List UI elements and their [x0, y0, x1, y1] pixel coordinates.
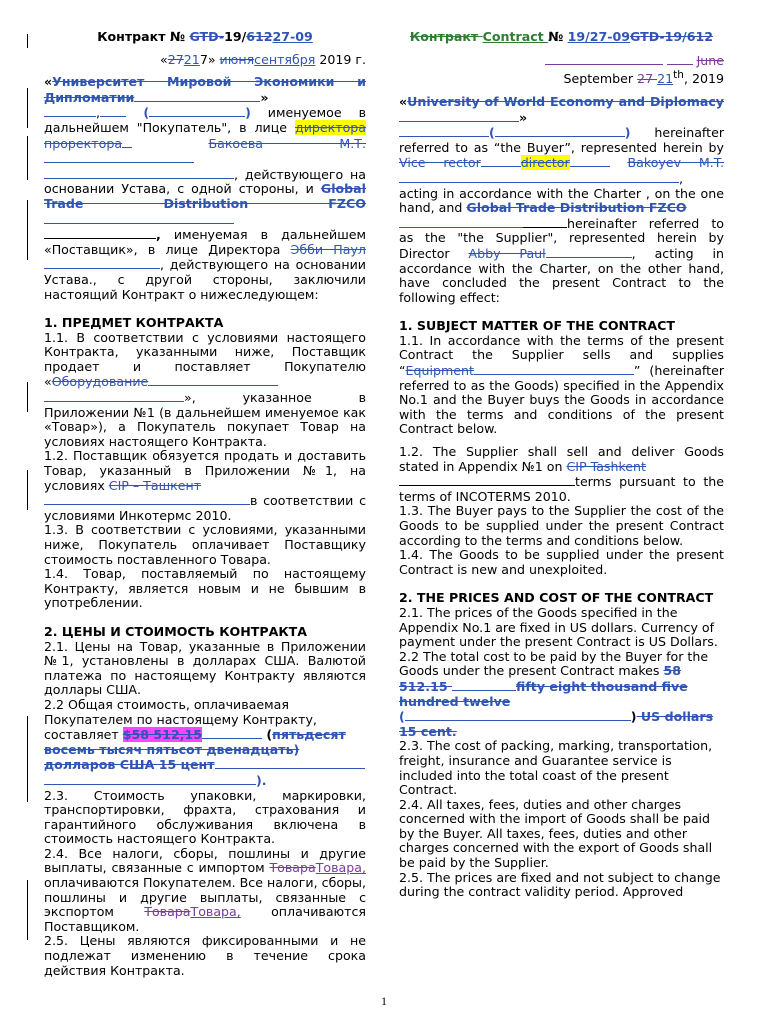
clause-1-3-en: 1.3. The Buyer pays to the Supplier the cost of the Goods to be supplied under the present Contract according to the terms and conditions below. — [399, 503, 724, 548]
clause-2-1-en: 2.1. The prices of the Goods specified in the Appendix No.1 are fixed in US dollars. Currency of payment under the present Contract is US Dollars. — [399, 604, 718, 650]
section-2-title-ru: 2. ЦЕНЫ И СТОИМОСТЬ КОНТРАКТА — [44, 623, 307, 639]
clause-2-4-en: 2.4. All taxes, fees, duties and other charges concerned with the import of Goods shall be paid by the Buyer. All taxes, fees, duties and other charges concerned with the export of Goods shall be paid by the Supplier. — [399, 796, 713, 871]
change-bar — [27, 200, 28, 260]
clause-1-4-en: 1.4. The Goods to be supplied under the present Contract is new and unexploited. — [399, 547, 724, 577]
parties-intro-en: «University of World Economy and Diplomacy» ( ) hereinafter referred to as “the Buyer”, represented herein by Vice rector director Bakoyev M.T., acting in accordance with the Charter , on the one hand, and Global Trade Distribution FZCO hereinafter referred to as the "the Supplier", represented herein by Director Abby Paul , acting in accordance with the Charter, on the other hand, have concluded the present Contract to the following effect: — [399, 93, 724, 305]
section-2-title-en: 2. THE PRICES AND COST OF THE CONTRACT — [399, 590, 714, 606]
clause-2-3-en: 2.3. The cost of packing, marking, transportation, freight, insurance and Guarantee service is included into the total coast of the present Contract. — [399, 738, 713, 798]
clause-1-1-en: 1.1. In accordance with the terms of the present Contract the Supplier sells and supplies “Equipment ” (hereinafter referred to as the Goods) specified in the Appendix No.1 and the Buyer buys the Goods in accordance with the terms and conditions of the present Contract below. — [399, 332, 724, 437]
clause-2-1-ru: 2.1. Цены на Товар, указанные в Приложении №1, установлены в долларах США. Валютой платежа по настоящему Контракту являются доллары США. — [44, 638, 366, 698]
change-bar — [27, 136, 28, 180]
contract-title-en: Контракт Contract № 19/27-09GTD-19/612 — [409, 29, 714, 44]
clause-1-2-ru: 1.2. Поставщик обязуется продать и доставить Товар, указанный в Приложении №1, на условиях CIP – Ташкент в соответствии с условиями Инкотермс 2010. — [44, 448, 366, 523]
contract-date-en: June September 27 21th, 2019 — [399, 53, 724, 87]
english-column — [399, 30, 724, 900]
clause-2-5-en: 2.5. The prices are fixed and not subject to change during the contract validity period. Approved — [399, 869, 721, 900]
change-bar — [27, 88, 28, 128]
clause-1-2-en: 1.2. The Supplier shall sell and deliver Goods stated in Appendix №1 on CIP Tashkent terms pursuant to the terms of INCOTERMS 2010. — [399, 444, 724, 504]
change-bar — [27, 34, 28, 48]
change-bar — [27, 470, 28, 510]
clause-2-3-ru: 2.3. Стоимость упаковки, маркировки, транспортировки, фрахта, страхования и гарантийного обслуживания включена в стоимость настоящего Контракта. — [44, 787, 366, 847]
section-1-title-en: 1. SUBJECT MATTER OF THE CONTRACT — [399, 318, 675, 334]
clause-1-1-ru: 1.1. В соответствии с условиями настоящего Контракта, указанными ниже, Поставщик продает и поставляет Покупателю «Оборудование », указанное в Приложении №1 (в дальнейшем именуемое как «Товар»), а Покупатель покупает Товар на условиях настоящего Контракта. — [44, 329, 366, 449]
contract-title-ru: Контракт № GTD-19/61227-09 — [97, 29, 313, 44]
contract-date-ru: «27217» июнясентября 2019 г. — [160, 51, 366, 67]
clause-2-4-ru: 2.4. Все налоги, сборы, пошлины и другие выплаты, связанные с импортом ТовараТовара, оплачиваются Покупателем. Все налоги, сборы, пошлины и другие выплаты, связанные с экспортом ТовараТовара, оплачиваются Поставщиком. — [44, 845, 366, 934]
clause-1-3-ru: 1.3. В соответствии с условиями, указанными ниже, Покупатель оплачивает Поставщику стоимость поставленного Товара. — [44, 522, 366, 567]
russian-column — [44, 30, 366, 978]
parties-intro-ru: «Университет Мировой Экономики и Дипломатии » , ( ) именуемое в дальнейшем "Покупатель", в лице директора проректора Бакоева М.Т. , действующего на основании Устава, с одной стороны, и Global Trade Distribution FZCO , именуемая в дальнейшем «Поставщик», в лице Директора Эбби Паул, действующего на основании Устава., с другой стороны, заключили настоящий Контракт о нижеследующем: — [44, 74, 366, 302]
clause-1-4-ru: 1.4. Товар, поставляемый по настоящему Контракту, является новым и не бывшим в употреблении. — [44, 566, 366, 611]
change-bar — [27, 716, 28, 802]
clause-2-2-ru: 2.2 Общая стоимость, оплачиваемая Покупателем по настоящему Контракту, составляет $58 512,15 (пятьдесят восемь тысяч пятьсот двенадцать) долларов США 15 цент ). — [44, 698, 366, 789]
change-bar — [27, 880, 28, 940]
section-1-title-ru: 1. ПРЕДМЕТ КОНТРАКТА — [44, 315, 224, 331]
change-bar — [27, 382, 28, 412]
clause-2-2-en: 2.2 The total cost to be paid by the Buyer for the Goods under the present Contract makes 58 512.15 fifty eight thousand five hundred twelve ( ) US dollars 15 cent. — [399, 648, 714, 739]
page-number: 1 — [381, 994, 387, 1008]
clause-2-5-ru: 2.5. Цены являются фиксированными и не подлежат изменению в течение срока действия Контракта. — [44, 933, 366, 978]
